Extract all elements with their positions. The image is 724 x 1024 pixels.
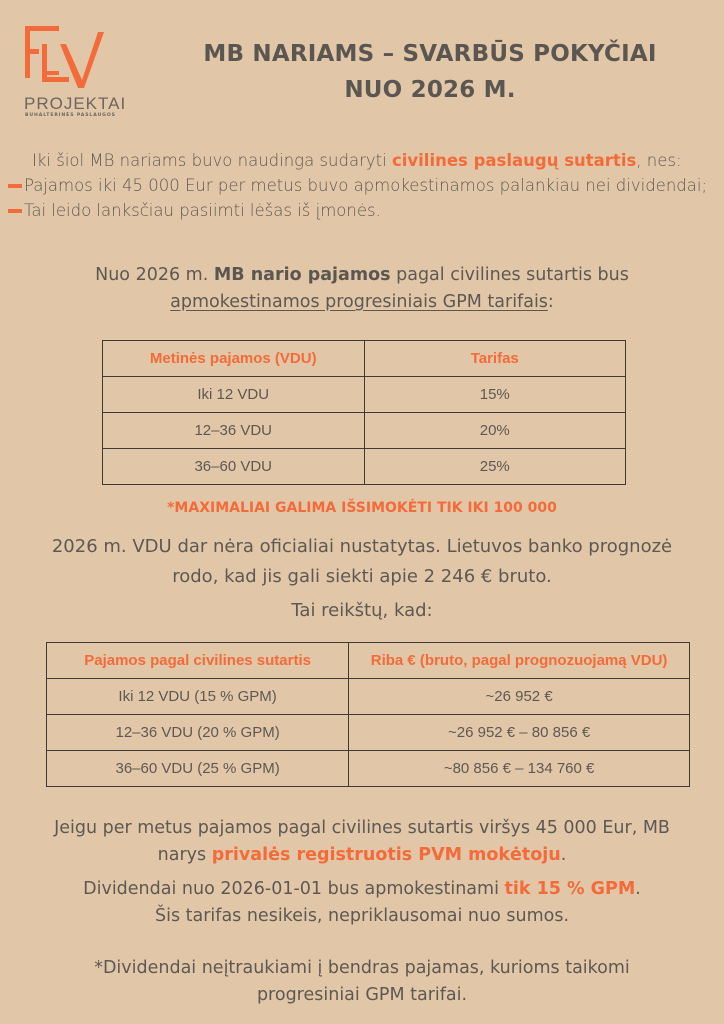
table-cell: ~26 952 € (349, 679, 690, 715)
logo-subtitle: BUHALTERINĖS PASLAUGOS (25, 113, 116, 118)
footnote-line-2: progresiniai GPM tarifai. (256, 985, 468, 1005)
title-line-1: MB NARIAMS – SVARBŪS POKYČIAI (203, 41, 657, 67)
para4-text: narys (157, 845, 212, 865)
table-cell: 12–36 VDU (103, 413, 365, 449)
page-title (150, 36, 710, 108)
table-row (103, 449, 626, 485)
table-row (47, 679, 690, 715)
table-cell: ~26 952 € – 80 856 € (349, 715, 690, 751)
vdu-forecast-paragraph (0, 532, 724, 592)
dividend-tax-paragraph (0, 876, 724, 930)
maximum-note: *MAXIMALIAI GALIMA IŠSIMOKĖTI TIK IKI 100 000 (167, 500, 557, 516)
bullet-item (8, 198, 724, 223)
dividend-footnote (0, 955, 724, 1009)
intro-section (8, 148, 724, 223)
para4-line-1: Jeigu per metus pajamos pagal civilines sutartis viršys 45 000 Eur, MB (54, 818, 670, 838)
table-header: Tarifas (364, 341, 626, 377)
company-logo (20, 22, 130, 122)
footnote-line-1: *Dividendai neįtraukiami į bendras pajamas, kurioms taikomi (94, 958, 630, 978)
para1-after: pagal civilines sutartis bus (390, 265, 629, 285)
tax-rate-table (102, 340, 626, 485)
para2-line-1: 2026 m. VDU dar nėra oficialiai nustatytas. Lietuvos banko prognozė (51, 536, 673, 557)
table-cell: 25% (364, 449, 626, 485)
progressive-tax-paragraph (0, 262, 724, 316)
income-threshold-table (46, 642, 690, 787)
bullet-item (8, 173, 724, 198)
elv-logo-mark-icon (20, 22, 120, 92)
table-header: Pajamos pagal civilines sutartis (47, 643, 349, 679)
intro-lead (8, 148, 724, 173)
bullet-text: Tai leido lanksčiau pasiimti lėšas iš įmonės. (24, 201, 381, 220)
intro-lead-accent: civilines paslaugų sutartis (391, 151, 637, 170)
para1-underlined: apmokestinamos progresiniais GPM tarifais (170, 292, 548, 312)
table-cell: 15% (364, 377, 626, 413)
logo-name: PROJEKTAI (24, 94, 127, 113)
para4-end: . (560, 845, 567, 865)
table-header: Riba € (bruto, pagal prognozuojamą VDU) (349, 643, 690, 679)
para1-end: : (547, 292, 554, 312)
table-header: Metinės pajamos (VDU) (103, 341, 365, 377)
dash-bullet-icon (8, 184, 22, 188)
para2-line-2: rodo, kad jis gali siekti apie 2 246 € bruto. (172, 566, 552, 587)
table-cell: ~80 856 € – 134 760 € (349, 751, 690, 787)
table-cell: Iki 12 VDU (15 % GPM) (47, 679, 349, 715)
para5-line-2: Šis tarifas nesikeis, nepriklausomai nuo sumos. (154, 906, 570, 926)
para5-end: . (635, 879, 641, 899)
para1-bold: MB nario pajamos (213, 265, 391, 285)
para1-text: Nuo 2026 m. (95, 265, 214, 285)
intro-lead-end: , nes: (636, 151, 682, 170)
table-row (47, 751, 690, 787)
title-line-2: NUO 2026 M. (344, 77, 516, 103)
table-row (103, 377, 626, 413)
table-row (47, 715, 690, 751)
intro-lead-text: Iki šiol MB nariams buvo naudinga sudaryti (32, 151, 392, 170)
dash-bullet-icon (8, 209, 22, 213)
table-header-row (103, 341, 626, 377)
table-row (103, 413, 626, 449)
bullet-text: Pajamos iki 45 000 Eur per metus buvo apmokestinamos palankiau nei dividendai; (24, 176, 708, 195)
para5-accent: tik 15 % GPM (504, 879, 636, 899)
meaning-heading: Tai reikštų, kad: (291, 600, 433, 621)
vat-registration-paragraph (0, 815, 724, 869)
table-cell: Iki 12 VDU (103, 377, 365, 413)
table-cell: 12–36 VDU (20 % GPM) (47, 715, 349, 751)
table-cell: 20% (364, 413, 626, 449)
para4-accent: privalės registruotis PVM mokėtoju (211, 845, 561, 865)
table-cell: 36–60 VDU (25 % GPM) (47, 751, 349, 787)
table-header-row (47, 643, 690, 679)
table-cell: 36–60 VDU (103, 449, 365, 485)
para5-text: Dividendai nuo 2026-01-01 bus apmokestinami (83, 879, 505, 899)
